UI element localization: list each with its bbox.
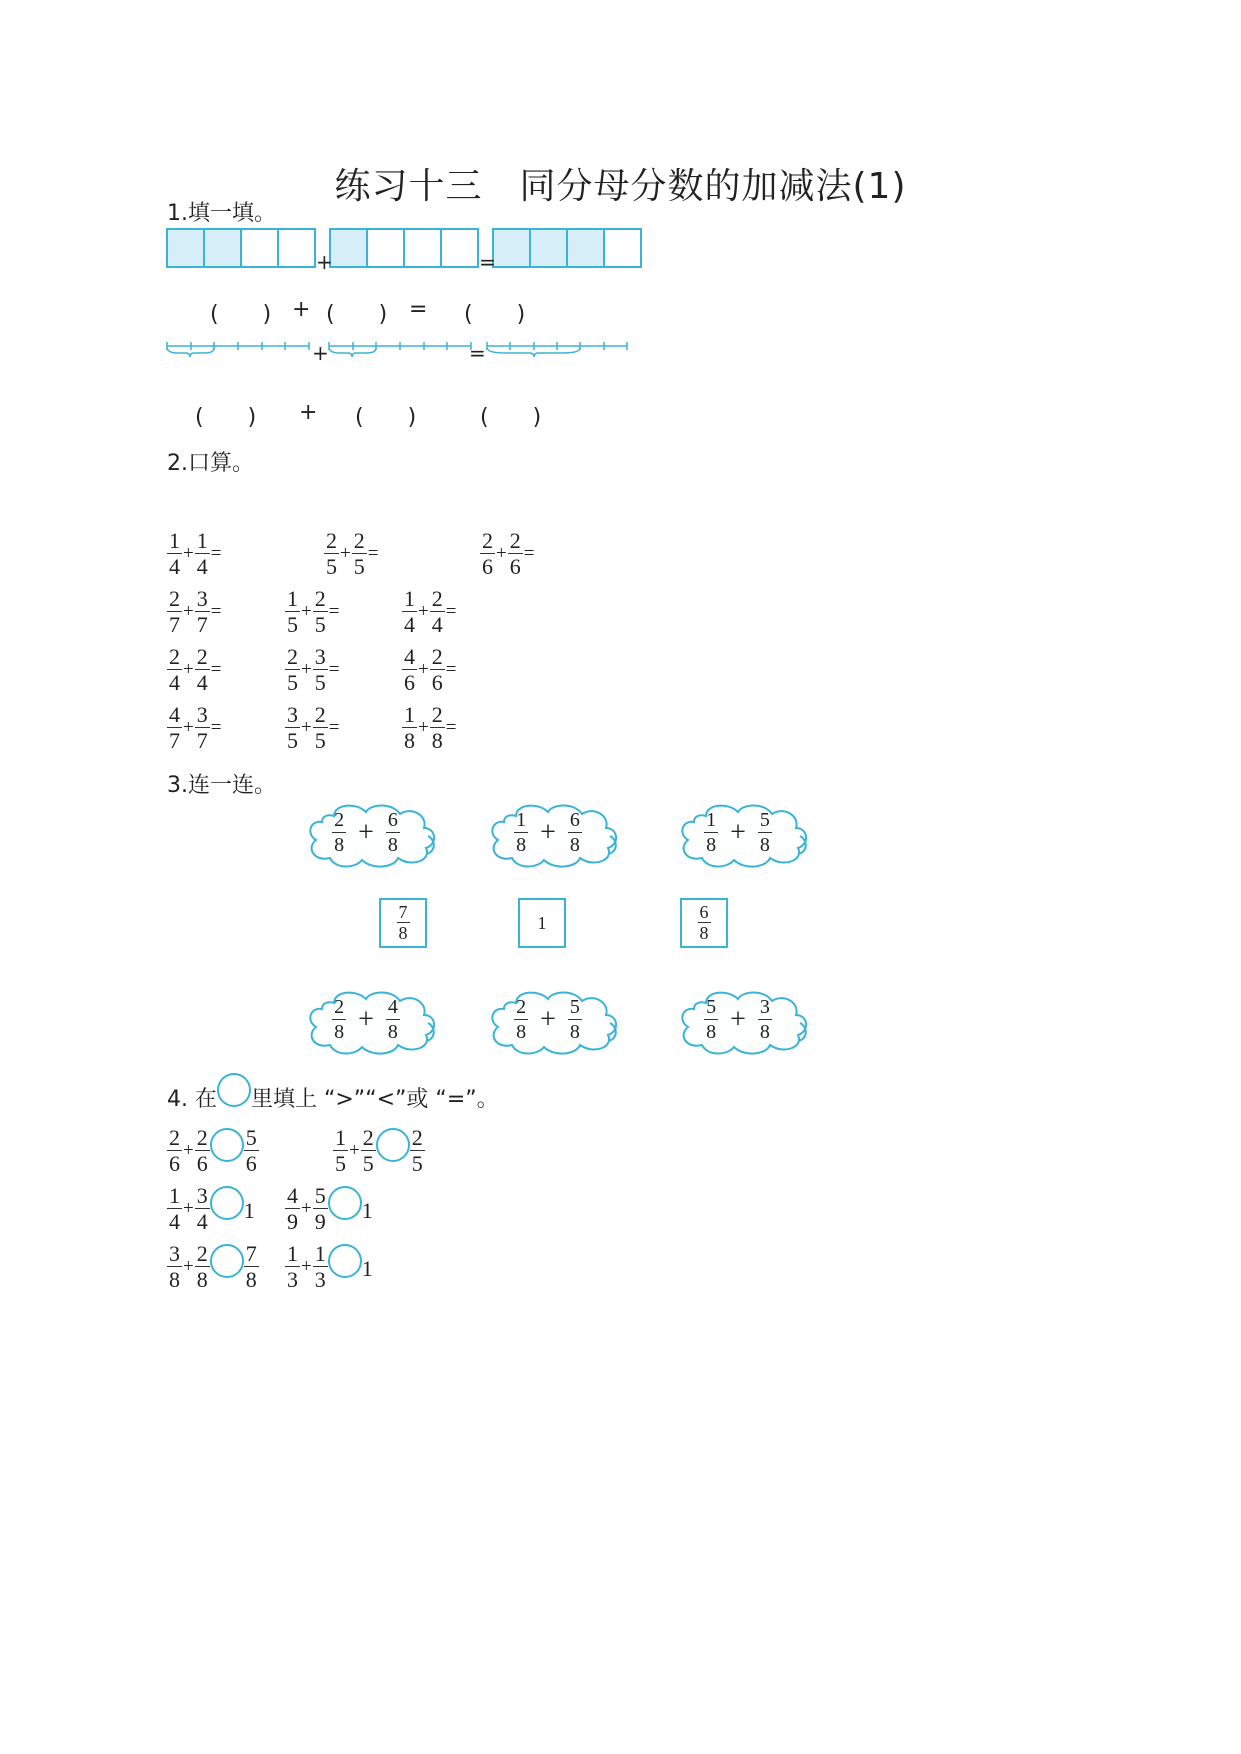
- numerator: 3: [759, 996, 770, 1018]
- denominator: 4: [404, 612, 415, 637]
- denominator: 5: [335, 1151, 346, 1176]
- mental-math-problem: [480, 528, 535, 580]
- numerator: 4: [387, 996, 398, 1018]
- plus-sign: +: [301, 601, 312, 622]
- plus-sign: +: [340, 543, 351, 564]
- fraction: [333, 1125, 348, 1177]
- bar-cell: [278, 229, 315, 267]
- numerator: 3: [196, 702, 208, 727]
- numerator: 4: [169, 702, 180, 727]
- bar-cell: [604, 229, 641, 267]
- denominator: 9: [314, 1209, 326, 1234]
- fraction: [514, 809, 528, 857]
- plus-sign: +: [540, 1004, 556, 1035]
- numerator: 2: [509, 528, 521, 553]
- bar-cell-shaded: [167, 229, 204, 267]
- fraction: [195, 586, 210, 638]
- denominator: 5: [362, 1151, 374, 1176]
- plus-sign: +: [418, 659, 429, 680]
- bar-cell-shaded: [567, 229, 604, 267]
- denominator: 8: [706, 834, 717, 856]
- plus-sign: +: [496, 543, 507, 564]
- section-2-heading: 2.口算。: [167, 451, 254, 476]
- denominator: 7: [169, 728, 180, 753]
- cloud-text: [672, 987, 804, 1053]
- mental-math-problem: [167, 586, 222, 638]
- denominator: 3: [287, 1267, 298, 1292]
- blank-paren[interactable]: ( ): [464, 302, 526, 327]
- comparison-problem: [167, 1241, 259, 1293]
- numerator: 2: [516, 996, 527, 1018]
- equals-sign: =: [210, 717, 222, 738]
- fraction: [430, 702, 445, 754]
- numerator: 7: [245, 1241, 257, 1266]
- compare-value: 1: [361, 1198, 373, 1223]
- equals-sign: =: [210, 543, 222, 564]
- denominator: 8: [516, 1021, 527, 1043]
- plus-sign: +: [183, 717, 194, 738]
- denominator: 6: [482, 554, 493, 579]
- mental-math-problem: [285, 586, 340, 638]
- numerator: 2: [362, 1125, 374, 1150]
- fraction: [758, 996, 772, 1044]
- equals-sign: =: [469, 341, 486, 365]
- denominator: 8: [387, 834, 398, 856]
- bar-cell-shaded: [330, 229, 367, 267]
- fraction: [508, 528, 523, 580]
- comparison-problem: [167, 1183, 255, 1235]
- fraction: [195, 644, 210, 696]
- numerator: 2: [169, 1125, 180, 1150]
- bar-cell-shaded: [493, 229, 530, 267]
- fraction: [402, 586, 417, 638]
- numerator: 1: [169, 528, 180, 553]
- numerator: 2: [482, 528, 493, 553]
- plus-sign: +: [183, 543, 194, 564]
- number-line-row: [166, 340, 636, 364]
- plus-sign: +: [730, 817, 746, 848]
- numerator: 1: [287, 1241, 298, 1266]
- fraction: [195, 1183, 210, 1235]
- fraction: [285, 1241, 300, 1293]
- fraction: [285, 644, 300, 696]
- equals-sign: =: [210, 601, 222, 622]
- numerator: 7: [398, 902, 408, 922]
- denominator: 6: [404, 670, 415, 695]
- mental-math-problem: [167, 528, 222, 580]
- numerator: 2: [353, 528, 365, 553]
- plus-sign: +: [418, 717, 429, 738]
- denominator: 8: [569, 834, 580, 856]
- bar-group-1: [167, 229, 315, 267]
- denominator: 8: [516, 834, 527, 856]
- blank-paren[interactable]: ( ): [480, 405, 542, 430]
- answer-circle[interactable]: [328, 1244, 362, 1278]
- denominator: 5: [314, 728, 326, 753]
- blank-paren[interactable]: ( ): [355, 405, 417, 430]
- numerator: 5: [569, 996, 580, 1018]
- equals-sign: =: [328, 659, 340, 680]
- numerator: 2: [169, 644, 180, 669]
- numerator: 2: [314, 702, 326, 727]
- answer-circle[interactable]: [210, 1128, 244, 1162]
- equals-sign: =: [523, 543, 535, 564]
- equals-sign: =: [479, 250, 496, 274]
- numerator: 2: [431, 586, 443, 611]
- denominator: 4: [196, 1209, 208, 1234]
- fraction: [514, 996, 528, 1044]
- denominator: 5: [287, 612, 298, 637]
- numerator: 2: [287, 644, 298, 669]
- denominator: 8: [706, 1021, 717, 1043]
- answer-box[interactable]: [518, 898, 566, 948]
- fraction: [332, 809, 346, 857]
- plus-sign: +: [183, 1140, 194, 1161]
- numerator: 5: [706, 996, 717, 1018]
- page-title: 练习十三 同分母分数的加减法(1): [334, 166, 907, 207]
- cloud-expression[interactable]: [482, 983, 622, 1061]
- denominator: 4: [431, 612, 443, 637]
- numerator: 2: [431, 702, 443, 727]
- numerator: 5: [314, 1183, 326, 1208]
- numerator: 3: [169, 1241, 180, 1266]
- fraction: [313, 1183, 328, 1235]
- circle-icon: [217, 1073, 251, 1107]
- numerator: 2: [431, 644, 443, 669]
- numerator: 1: [287, 586, 298, 611]
- equals-sign: =: [328, 717, 340, 738]
- section-4-heading-post: 里填上 “>”“<”或 “=”。: [250, 1086, 499, 1112]
- denominator: 6: [431, 670, 443, 695]
- numerator: 6: [699, 902, 709, 922]
- answer-circle[interactable]: [328, 1186, 362, 1220]
- numerator: 4: [287, 1183, 298, 1208]
- denominator: 8: [398, 923, 408, 943]
- equals-sign: =: [445, 717, 457, 738]
- numerator: 2: [334, 809, 345, 831]
- plus-sign: +: [418, 601, 429, 622]
- fraction: [352, 528, 367, 580]
- bar-cell-shaded: [530, 229, 567, 267]
- equals-sign: =: [409, 297, 428, 322]
- fraction: [386, 809, 400, 857]
- fraction: [332, 996, 346, 1044]
- numerator: 1: [404, 586, 415, 611]
- fraction: [167, 1125, 182, 1177]
- blank-paren[interactable]: ( ): [210, 302, 272, 327]
- numerator: 2: [326, 528, 337, 553]
- cloud-text: [300, 800, 432, 866]
- denominator: 4: [196, 554, 208, 579]
- numerator: 2: [411, 1125, 423, 1150]
- denominator: 9: [287, 1209, 298, 1234]
- fraction: [167, 644, 182, 696]
- mental-math-problem: [402, 702, 457, 754]
- fraction-bar-row: [166, 228, 646, 270]
- blank-paren[interactable]: ( ): [326, 302, 388, 327]
- numerator: 1: [706, 809, 717, 831]
- fraction: [402, 644, 417, 696]
- section-4-heading-pre: 4. 在: [167, 1086, 217, 1112]
- fraction: [480, 528, 495, 580]
- denominator: 7: [169, 612, 180, 637]
- fraction: [167, 586, 182, 638]
- equals-sign: =: [445, 659, 457, 680]
- numerator: 6: [387, 809, 398, 831]
- fraction: [244, 1125, 259, 1177]
- denominator: 5: [411, 1151, 423, 1176]
- cloud-expression[interactable]: [672, 796, 812, 874]
- denominator: 8: [334, 834, 345, 856]
- denominator: 8: [759, 834, 770, 856]
- numerator: 2: [169, 586, 180, 611]
- numerator: 4: [404, 644, 415, 669]
- plus-sign: +: [349, 1140, 360, 1161]
- fraction: [324, 528, 339, 580]
- denominator: 5: [314, 612, 326, 637]
- section-1-heading: 1.填一填。: [167, 201, 276, 226]
- answer-circle[interactable]: [376, 1128, 410, 1162]
- denominator: 8: [699, 923, 709, 943]
- cloud-text: [672, 800, 804, 866]
- plus-sign: +: [183, 1256, 194, 1277]
- denominator: 8: [569, 1021, 580, 1043]
- plus-sign: +: [358, 817, 374, 848]
- fraction: [285, 1183, 300, 1235]
- fraction: [397, 902, 410, 944]
- plus-sign: +: [301, 659, 312, 680]
- mental-math-problem: [167, 702, 222, 754]
- denominator: 8: [387, 1021, 398, 1043]
- bar-group-3: [493, 229, 641, 267]
- cloud-expression[interactable]: [300, 983, 440, 1061]
- cloud-text: [482, 800, 614, 866]
- plus-sign: +: [301, 1256, 312, 1277]
- cloud-expression[interactable]: [672, 983, 812, 1061]
- denominator: 6: [196, 1151, 208, 1176]
- compare-value: 1: [243, 1198, 255, 1223]
- numerator: 2: [196, 1125, 208, 1150]
- denominator: 8: [334, 1021, 345, 1043]
- denominator: 5: [314, 670, 326, 695]
- fraction: [430, 644, 445, 696]
- cloud-expression[interactable]: [300, 796, 440, 874]
- bar-group-2: [330, 229, 478, 267]
- fraction: [285, 586, 300, 638]
- cloud-text: [300, 987, 432, 1053]
- comparison-problem: [167, 1125, 259, 1177]
- numerator: 3: [314, 644, 326, 669]
- fraction: [313, 644, 328, 696]
- fraction: [285, 702, 300, 754]
- denominator: 4: [169, 1209, 180, 1234]
- numerator: 5: [245, 1125, 257, 1150]
- fraction: [195, 1241, 210, 1293]
- fraction: [698, 902, 711, 944]
- bar-cell-shaded: [204, 229, 241, 267]
- fraction: [195, 528, 210, 580]
- plus-sign: +: [540, 817, 556, 848]
- mental-math-problem: [285, 644, 340, 696]
- equals-sign: =: [445, 601, 457, 622]
- plus-sign: +: [301, 1198, 312, 1219]
- equals-sign: =: [210, 659, 222, 680]
- answer-circle[interactable]: [210, 1186, 244, 1220]
- fraction: [704, 809, 718, 857]
- plus-sign: +: [292, 297, 311, 322]
- fraction: [410, 1125, 425, 1177]
- bar-cell: [441, 229, 478, 267]
- bar-cell: [404, 229, 441, 267]
- mental-math-problem: [402, 644, 457, 696]
- fraction: [244, 1241, 259, 1293]
- fraction: [167, 528, 182, 580]
- fraction: [313, 586, 328, 638]
- plus-sign: +: [730, 1004, 746, 1035]
- numerator: 3: [196, 586, 208, 611]
- plus-sign: +: [299, 400, 318, 425]
- numerator: 5: [759, 809, 770, 831]
- denominator: 8: [169, 1267, 180, 1292]
- fraction: [704, 996, 718, 1044]
- compare-value: 1: [361, 1256, 373, 1281]
- cloud-expression[interactable]: [482, 796, 622, 874]
- denominator: 8: [759, 1021, 770, 1043]
- denominator: 4: [196, 670, 208, 695]
- fraction: [758, 809, 772, 857]
- numerator: 1: [314, 1241, 326, 1266]
- mental-math-problem: [324, 528, 379, 580]
- fraction: [430, 586, 445, 638]
- numerator: 2: [196, 1241, 208, 1266]
- fraction: [167, 702, 182, 754]
- denominator: 3: [314, 1267, 326, 1292]
- denominator: 5: [326, 554, 337, 579]
- comparison-problem: [285, 1183, 373, 1235]
- mental-math-problem: [285, 702, 340, 754]
- fraction: [195, 1125, 210, 1177]
- answer-circle[interactable]: [210, 1244, 244, 1278]
- fraction: [313, 1241, 328, 1293]
- denominator: 8: [431, 728, 443, 753]
- denominator: 7: [196, 728, 208, 753]
- answer-box[interactable]: [680, 898, 728, 948]
- plus-sign: +: [358, 1004, 374, 1035]
- bar-cell: [241, 229, 278, 267]
- numerator: 2: [314, 586, 326, 611]
- denominator: 4: [169, 670, 180, 695]
- fraction: [568, 996, 582, 1044]
- numerator: 1: [516, 809, 527, 831]
- fraction: [167, 1241, 182, 1293]
- denominator: 6: [245, 1151, 257, 1176]
- fraction: [568, 809, 582, 857]
- blank-paren[interactable]: ( ): [195, 405, 257, 430]
- denominator: 5: [287, 728, 298, 753]
- denominator: 5: [287, 670, 298, 695]
- numerator: 1: [169, 1183, 180, 1208]
- answer-value: 1: [537, 912, 547, 933]
- denominator: 8: [404, 728, 415, 753]
- plus-sign: +: [183, 659, 194, 680]
- denominator: 7: [196, 612, 208, 637]
- equals-sign: =: [328, 601, 340, 622]
- denominator: 6: [169, 1151, 180, 1176]
- section-3-heading: 3.连一连。: [167, 773, 276, 798]
- fraction: [195, 702, 210, 754]
- mental-math-problem: [167, 644, 222, 696]
- denominator: 6: [509, 554, 521, 579]
- denominator: 8: [196, 1267, 208, 1292]
- numerator: 1: [404, 702, 415, 727]
- equals-sign: =: [367, 543, 379, 564]
- fraction: [361, 1125, 376, 1177]
- numerator: 1: [335, 1125, 346, 1150]
- cloud-text: [482, 987, 614, 1053]
- fraction: [167, 1183, 182, 1235]
- fraction: [313, 702, 328, 754]
- numerator: 1: [196, 528, 208, 553]
- comparison-problem: [285, 1241, 373, 1293]
- numerator: 3: [287, 702, 298, 727]
- plus-sign: +: [183, 1198, 194, 1219]
- numerator: 2: [196, 644, 208, 669]
- denominator: 5: [353, 554, 365, 579]
- numerator: 6: [569, 809, 580, 831]
- plus-sign: +: [183, 601, 194, 622]
- answer-box[interactable]: [379, 898, 427, 948]
- comparison-problem: [333, 1125, 425, 1177]
- plus-sign: +: [312, 341, 329, 365]
- plus-sign: +: [316, 250, 333, 274]
- mental-math-problem: [402, 586, 457, 638]
- fraction: [402, 702, 417, 754]
- plus-sign: +: [301, 717, 312, 738]
- numerator: 2: [334, 996, 345, 1018]
- numerator: 3: [196, 1183, 208, 1208]
- denominator: 8: [245, 1267, 257, 1292]
- bar-cell: [367, 229, 404, 267]
- section-4-heading: [167, 1073, 499, 1121]
- fraction: [386, 996, 400, 1044]
- denominator: 4: [169, 554, 180, 579]
